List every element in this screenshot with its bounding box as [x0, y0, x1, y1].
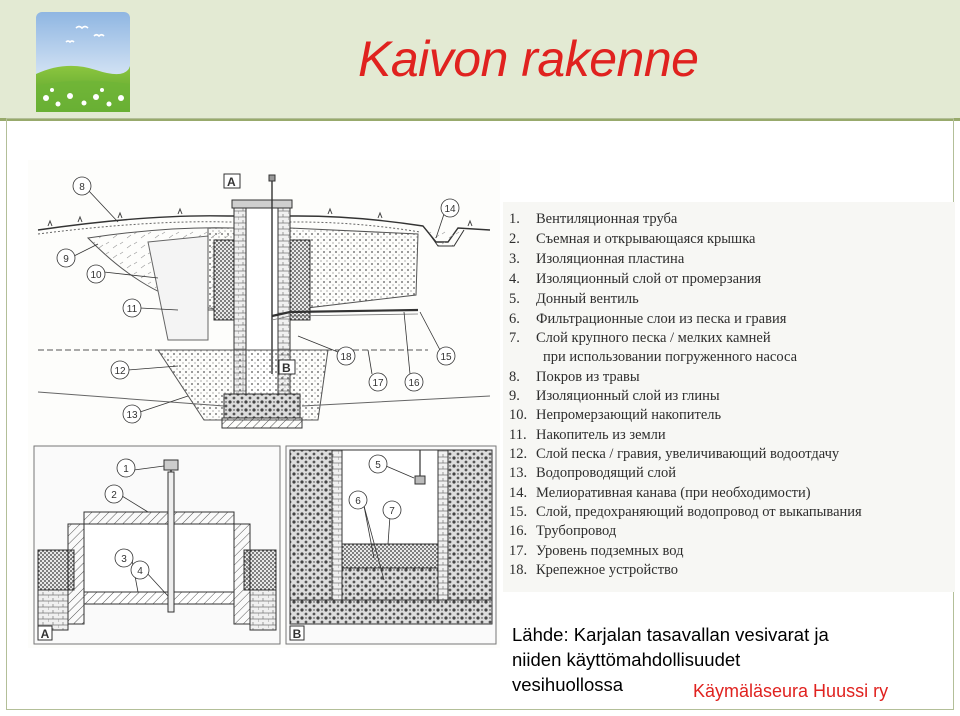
legend-item: 14. Мелиоративная канава (при необходимости): [509, 485, 811, 501]
callout-3: 3: [121, 554, 127, 565]
callout-6: 6: [355, 496, 361, 507]
legend-item: 16. Трубопровод: [509, 523, 617, 539]
legend-item: 15. Слой, предохраняющий водопровод от выкапывания: [509, 504, 862, 520]
main-section: [38, 174, 490, 428]
callout-17: 17: [372, 378, 384, 389]
callout-4: 4: [137, 566, 143, 577]
callout-1: 1: [123, 464, 129, 475]
legend-item: 5. Донный вентиль: [509, 291, 639, 307]
legend-item: 8. Покров из травы: [509, 369, 640, 385]
legend-item: 7. Слой крупного песка / мелких камней: [509, 330, 771, 346]
callout-5: 5: [375, 460, 381, 471]
inset-b: [286, 446, 496, 644]
callout-16: 16: [408, 378, 420, 389]
legend-item-continuation: при использовании погруженного насоса: [543, 349, 798, 365]
callout-2: 2: [111, 490, 117, 501]
legend-panel: [503, 202, 955, 592]
legend-item: 6. Фильтрационные слои из песка и гравия: [509, 311, 787, 327]
inset-b-label: B: [292, 627, 302, 641]
legend-item: 11. Накопитель из земли: [509, 427, 666, 443]
page-title: Kaivon rakenne: [358, 31, 699, 87]
legend-item: 13. Водопроводящий слой: [509, 465, 677, 481]
main-label-a: A: [227, 175, 236, 189]
legend-item: 12. Слой песка / гравия, увеличивающий водоотдачу: [509, 446, 840, 462]
inset-a-label: A: [40, 627, 50, 641]
callout-10: 10: [90, 270, 102, 281]
callout-12: 12: [114, 366, 126, 377]
legend-item: 18. Крепежное устройство: [509, 562, 679, 578]
source-line: niiden käyttömahdollisuudet: [512, 649, 741, 670]
legend-item: 4. Изоляционный слой от промерзания: [509, 271, 762, 287]
legend-item: 2. Съемная и открывающаяся крышка: [509, 231, 756, 247]
callout-11: 11: [126, 304, 138, 315]
callout-9: 9: [63, 254, 69, 265]
legend-item: 17. Уровень подземных вод: [509, 543, 684, 559]
callout-8: 8: [79, 182, 85, 193]
source-line: vesihuollossa: [512, 674, 624, 695]
legend-item: 1. Вентиляционная труба: [509, 211, 678, 227]
callout-15: 15: [440, 352, 452, 363]
callout-14: 14: [444, 204, 456, 215]
legend-item: 3. Изоляционная пластина: [509, 251, 685, 267]
source-line: Lähde: Karjalan tasavallan vesivarat ja: [512, 624, 829, 645]
logo-icon: [36, 12, 130, 112]
inset-a: [34, 446, 280, 644]
legend-item: 9. Изоляционный слой из глины: [509, 388, 720, 404]
credit-text: Käymäläseura Huussi ry: [693, 681, 889, 701]
callout-18: 18: [340, 352, 352, 363]
legend-item: 10. Непромерзающий накопитель: [509, 407, 722, 423]
main-label-b: B: [282, 361, 291, 375]
callout-13: 13: [126, 410, 138, 421]
callout-7: 7: [389, 506, 395, 517]
well-diagram: [28, 160, 500, 648]
